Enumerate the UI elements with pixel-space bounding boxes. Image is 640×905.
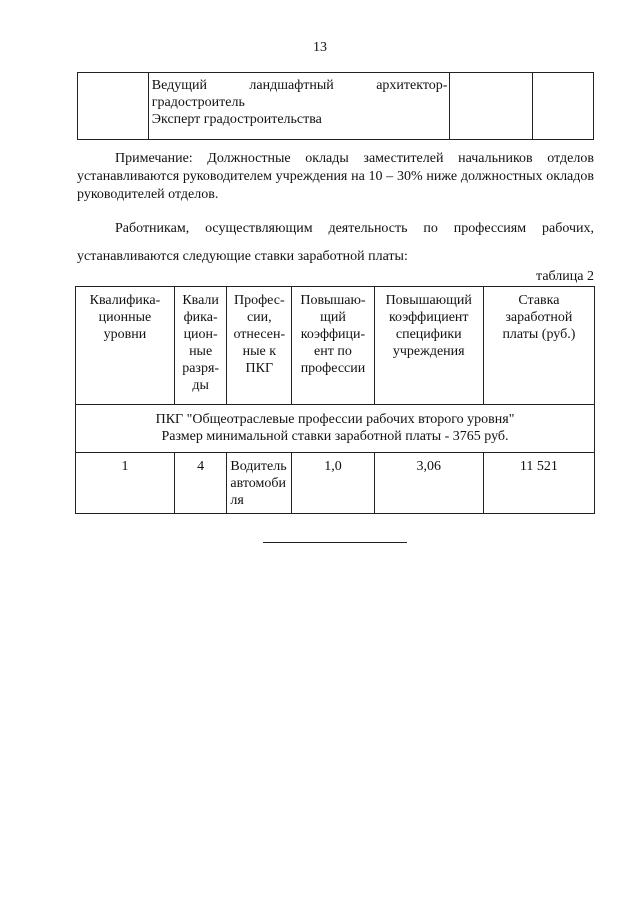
cell-level: 1 [76,453,175,514]
header-line: заработной [505,310,573,325]
header-line: Ставка [518,293,560,308]
header-line: разря- [182,361,220,376]
header-line: коэффици- [300,327,366,342]
header-row [76,287,595,405]
profession-line: ля [230,493,244,508]
header-line: Повышающий [385,293,472,308]
rates-table [75,286,595,514]
position-line-3: Эксперт градостроительства [151,112,322,127]
header-line: ные [189,344,213,359]
profession-line: Водитель [230,459,287,474]
header-line: Профес- [234,293,285,308]
header-line: ные к [242,344,277,359]
note-text: Примечание: Должностные оклады заместителей начальников отделов устанавливаются руководителем учреждения на 10 – 30% ниже должностных окладов руководителей отделов. [77,151,594,202]
header-line: щий [320,310,346,325]
group-min-rate: Размер минимальной ставки заработной платы - 3765 руб. [161,429,509,444]
header-line: ент по [314,344,352,359]
header-line: сии, [246,310,272,325]
header-line: коэффициент [388,310,469,325]
workers-text: Работникам, осуществляющим деятельность по профессиям рабочих, устанавливаются следующие ставки заработной платы: [77,221,594,264]
header-line: отнесен- [233,327,286,342]
header-profession-coefficient [292,287,374,405]
cell-grade: 4 [174,453,226,514]
page-number: 13 [313,40,327,55]
header-line: уровни [103,327,147,342]
table-label: таблица 2 [536,269,594,284]
position-line-2: градостроитель [151,95,245,110]
header-professions [227,287,292,405]
table-row [76,453,595,514]
cell-institution-coefficient: 3,06 [374,453,483,514]
empty-cell [533,73,594,140]
header-line: платы (руб.) [502,327,576,342]
header-qualification-levels [76,287,175,405]
profession-line: автомоби [230,476,286,491]
header-line: учреждения [392,344,465,359]
header-line: ды [192,378,209,393]
cell-profession-coefficient: 1,0 [292,453,374,514]
header-line: Квали [182,293,219,308]
header-line: Квалифика- [89,293,161,308]
end-rule [263,542,407,543]
word: архитектор- [376,78,448,93]
header-institution-coefficient [374,287,483,405]
continuation-table [77,72,594,140]
note-paragraph [77,150,594,204]
workers-paragraph [77,215,594,271]
header-line: ционные [98,310,152,325]
group-title: ПКГ "Общеотраслевые профессии рабочих второго уровня" [155,412,515,427]
header-qualification-grades [174,287,226,405]
header-line: Повышаю- [300,293,366,308]
word: Ведущий [151,78,208,93]
position-cell [148,73,450,140]
header-line: профессии [300,361,366,376]
table-row [78,73,594,140]
header-line: специфики [395,327,462,342]
cell-salary-rate: 11 521 [483,453,594,514]
empty-cell [78,73,149,140]
position-line-1 [152,77,448,94]
empty-cell [450,73,533,140]
header-salary-rate [483,287,594,405]
header-line: фика- [183,310,218,325]
header-line: ПКГ [245,361,274,376]
group-cell [76,405,595,453]
header-line: цион- [183,327,218,342]
cell-profession [227,453,292,514]
group-row [76,405,595,453]
word: ландшафтный [249,78,334,93]
